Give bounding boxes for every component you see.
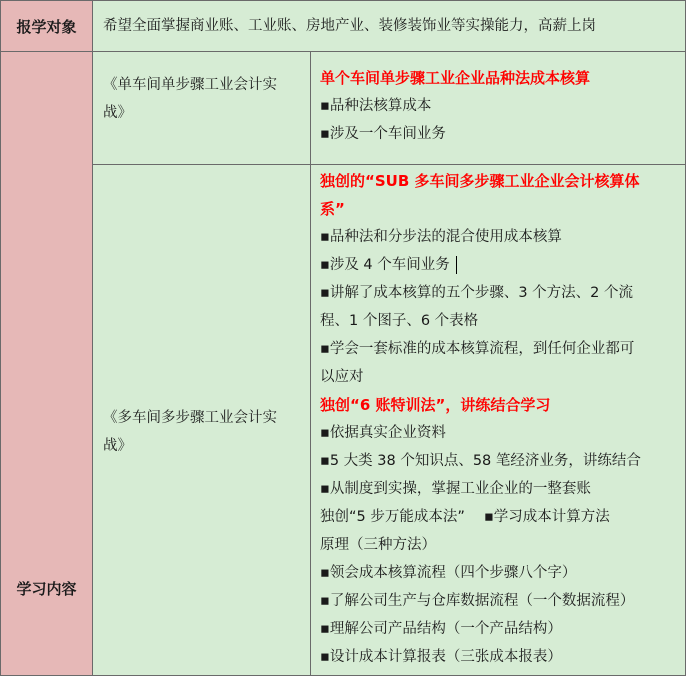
- course2-title-line1: 独创的“SUB 多车间多步骤工业企业会计核算体: [320, 172, 640, 190]
- course1-title: 单个车间单步骤工业企业品种法成本核算: [320, 69, 591, 87]
- course2-line: ▪设计成本计算报表（三张成本报表）: [320, 649, 562, 665]
- course2-line: ▪学会一套标准的成本核算流程，到任何企业都可: [320, 341, 635, 357]
- target-label: 报学对象: [16, 17, 77, 36]
- course1-name-line1: 《单车间单步骤工业会计实: [103, 77, 277, 93]
- course1-name-line2: 战》: [103, 105, 132, 121]
- course2-line: 原理（三种方法）: [320, 537, 436, 553]
- course2-line: ▪讲解了成本核算的五个步骤、3 个方法、2 个流: [320, 285, 633, 301]
- course2-line: 程、1 个图子、6 个表格: [320, 313, 479, 329]
- course2-line: 独创“5 步万能成本法” ▪学习成本计算方法: [320, 509, 610, 525]
- course2-line: ▪依据真实企业资料: [320, 425, 446, 441]
- target-label-cell: [0, 0, 93, 52]
- course1-name-cell: [92, 51, 311, 165]
- course2-title-line2: 系”: [320, 200, 345, 218]
- course2-detail-cell: [310, 164, 686, 676]
- section-label: 学习内容: [16, 580, 77, 598]
- course1-detail-cell: [310, 51, 686, 165]
- course2-name-cell: [92, 164, 311, 676]
- course2-line: ▪了解公司生产与仓库数据流程（一个数据流程）: [320, 593, 635, 609]
- section-label-cell: [0, 51, 93, 676]
- course2-line: ▪5 大类 38 个知识点、58 笔经济业务，讲练结合: [320, 453, 641, 469]
- course2-line: ▪领会成本核算流程（四个步骤八个字）: [320, 565, 577, 581]
- target-description: 希望全面掌握商业账、工业账、房地产业、装修装饰业等实操能力，高薪上岗: [103, 18, 596, 34]
- course2-line: ▪涉及 4 个车间业务: [320, 257, 450, 273]
- course1-point: ▪品种法核算成本: [320, 98, 432, 114]
- course2-line: ▪从制度到实操，掌握工业企业的一整套账: [320, 481, 591, 497]
- course2-name-line2: 战》: [103, 438, 132, 454]
- course2-line-with-cursor: [320, 251, 685, 279]
- text-cursor: [456, 256, 458, 274]
- course1-point: ▪涉及一个车间业务: [320, 126, 446, 142]
- course2-name-line1: 《多车间多步骤工业会计实: [103, 410, 277, 426]
- course2-subtitle: 独创“6 账特训法”，讲练结合学习: [320, 396, 551, 414]
- course2-line: 以应对: [320, 369, 364, 385]
- course2-line: ▪理解公司产品结构（一个产品结构）: [320, 621, 562, 637]
- target-description-cell: [92, 0, 686, 52]
- course2-line: ▪品种法和分步法的混合使用成本核算: [320, 229, 562, 245]
